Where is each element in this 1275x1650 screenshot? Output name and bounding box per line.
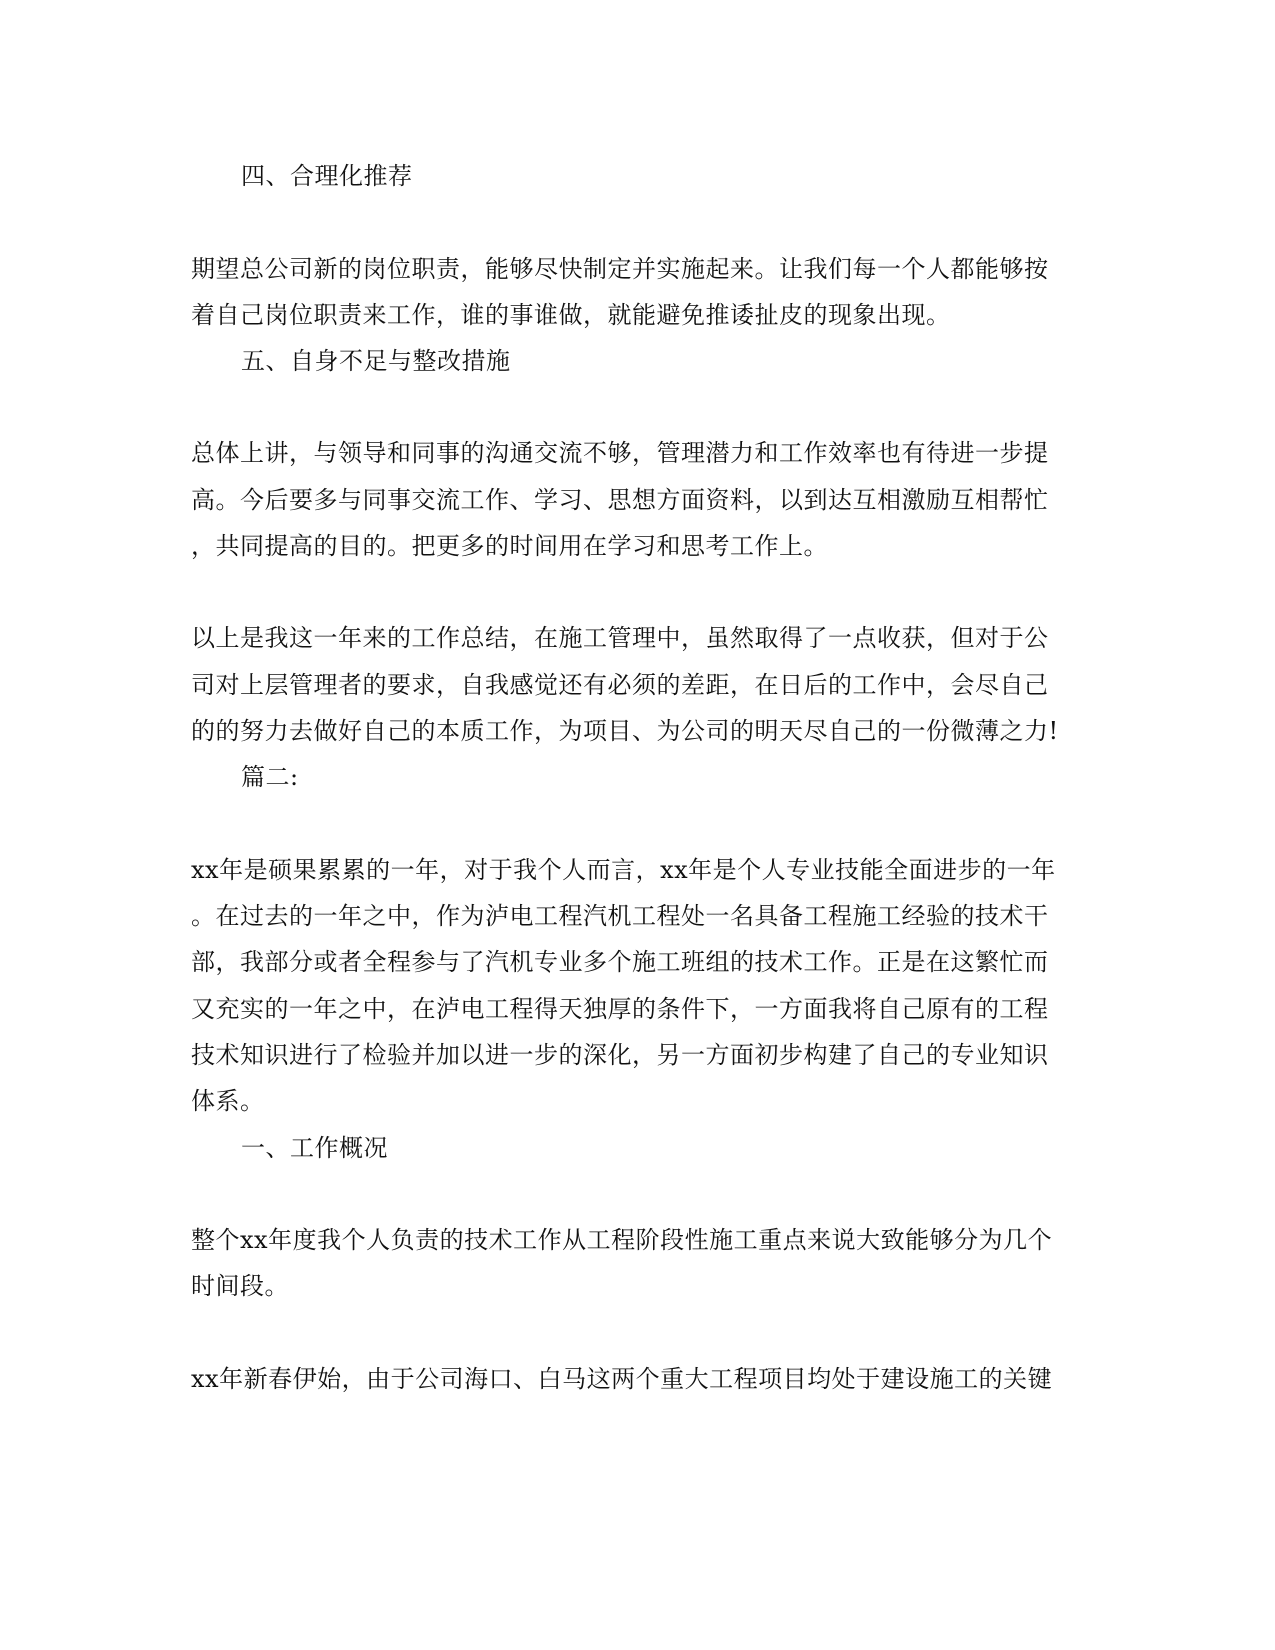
paragraph-line: ，共同提高的目的。把更多的时间用在学习和思考工作上。 [191, 532, 828, 560]
paragraph-line: 部，我部分或者全程参与了汽机专业多个施工班组的技术工作。正是在这繁忙而 [191, 948, 1049, 976]
article-part-heading: 篇二: [241, 763, 299, 791]
paragraph-line: 高。今后要多与同事交流工作、学习、思想方面资料，以到达互相激励互相帮忙 [191, 486, 1049, 514]
paragraph-line: 。在过去的一年之中，作为泸电工程汽机工程处一名具备工程施工经验的技术干 [191, 902, 1049, 930]
paragraph-line: 以上是我这一年来的工作总结，在施工管理中，虽然取得了一点收获，但对于公 [191, 624, 1049, 652]
paragraph-line: 整个xx年度我个人负责的技术工作从工程阶段性施工重点来说大致能够分为几个 [191, 1226, 1053, 1254]
paragraph-line: 技术知识进行了检验并加以进一步的深化，另一方面初步构建了自己的专业知识 [191, 1041, 1049, 1069]
paragraph-line: 体系。 [191, 1087, 265, 1115]
paragraph-line: 司对上层管理者的要求，自我感觉还有必须的差距，在日后的工作中，会尽自己 [191, 671, 1049, 699]
paragraph-line: xx年新春伊始，由于公司海口、白马这两个重大工程项目均处于建设施工的关键 [191, 1365, 1053, 1393]
paragraph-line: 时间段。 [191, 1272, 289, 1300]
paragraph-line: xx年是硕果累累的一年，对于我个人而言，xx年是个人专业技能全面进步的一年 [191, 856, 1056, 884]
paragraph-line: 总体上讲，与领导和同事的沟通交流不够，管理潜力和工作效率也有待进一步提 [191, 439, 1049, 467]
section-heading-4: 四、合理化推荐 [241, 162, 413, 190]
paragraph-line: 期望总公司新的岗位职责，能够尽快制定并实施起来。让我们每一个人都能够按 [191, 255, 1049, 283]
paragraph-line: 又充实的一年之中，在泸电工程得天独厚的条件下，一方面我将自己原有的工程 [191, 995, 1049, 1023]
paragraph-line: 着自己岗位职责来工作，谁的事谁做，就能避免推诿扯皮的现象出现。 [191, 301, 951, 329]
paragraph-line: 的的努力去做好自己的本质工作，为项目、为公司的明天尽自己的一份微薄之力! [191, 717, 1059, 745]
section-heading-1: 一、工作概况 [241, 1134, 388, 1162]
section-heading-5: 五、自身不足与整改措施 [241, 347, 511, 375]
